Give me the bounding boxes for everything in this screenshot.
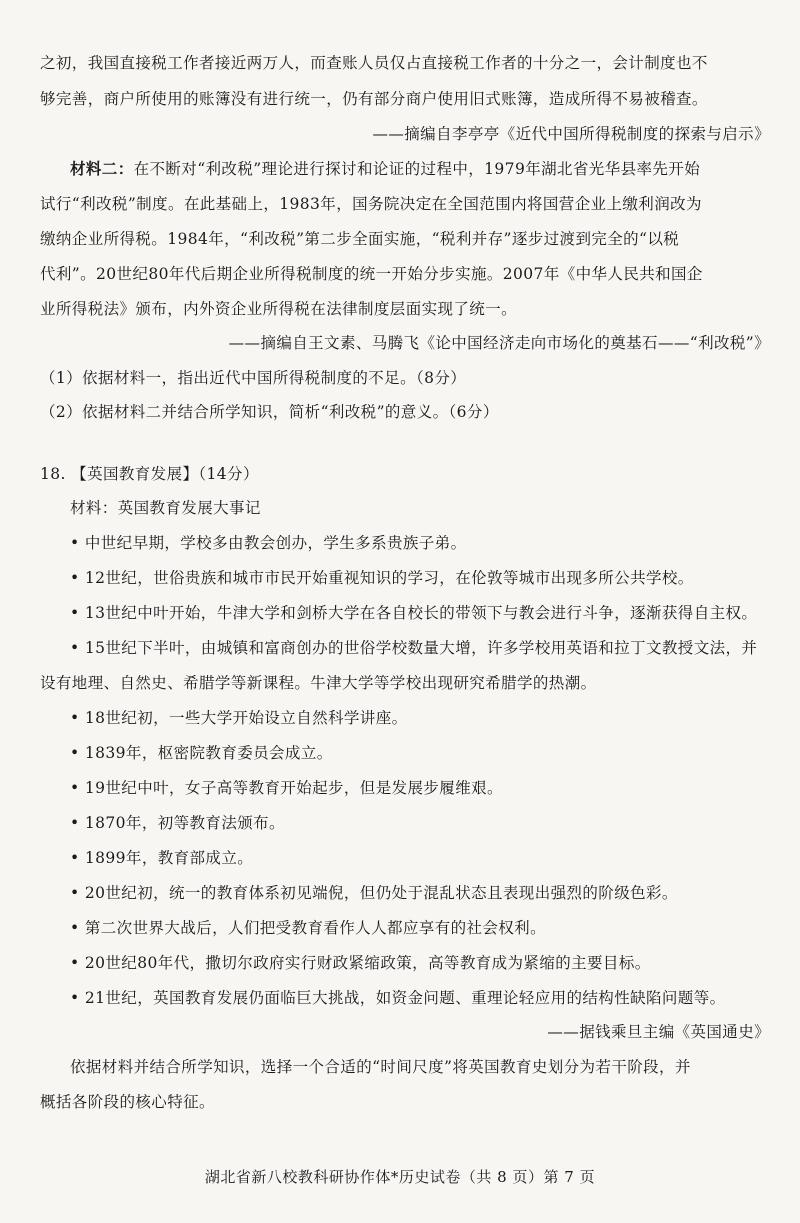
material2-line-2: 试行“利改税”制度。在此基础上，1983年，国务院决定在全国范围内将国营企业上缴利润改为: [40, 195, 702, 213]
material2-source: ——摘编自王文素、马腾飞《论中国经济走向市场化的奠基石——“利改税”》: [228, 334, 770, 352]
material2-line-4: 代利”。20世纪80年代后期企业所得税制度的统一开始分步实施。2007年《中华人民共和国企: [40, 265, 703, 283]
event-item: • 21世纪，英国教育发展仍面临巨大挑战，如资金问题、重理论轻应用的结构性缺陷问题等。: [70, 989, 726, 1007]
event-item: • 1839年，枢密院教育委员会成立。: [70, 744, 333, 762]
event-item: • 20世纪80年代，撒切尔政府实行财政紧缩政策，高等教育成为紧缩的主要目标。: [70, 954, 651, 972]
material2-line-1: [70, 158, 772, 180]
event-item: • 20世纪初，统一的教育体系初见端倪，但仍处于混乱状态且表现出强烈的阶级色彩。: [70, 884, 678, 902]
event-item: • 13世纪中叶开始，牛津大学和剑桥大学在各自校长的带领下与教会进行斗争，逐渐获得自主权。: [70, 604, 758, 622]
material2-line-5: 业所得税法》颁布，内外资企业所得税在法律制度层面实现了统一。: [40, 300, 518, 318]
event-item: • 中世纪早期，学校多由教会创办，学生多系贵族子弟。: [70, 534, 467, 552]
event-item-continuation: 设有地理、自然史、希腊学等新课程。牛津大学等学校出现研究希腊学的热潮。: [40, 674, 597, 692]
question-18-source: ——据钱乘旦主编《英国通史》: [547, 1023, 770, 1041]
question-18-material-label: 材料：英国教育发展大事记: [70, 499, 261, 517]
event-item: • 18世纪初，一些大学开始设立自然科学讲座。: [70, 709, 408, 727]
material1-line-1: 之初，我国直接税工作者接近两万人，而查账人员仅占直接税工作者的十分之一，会计制度也不: [40, 54, 708, 72]
material1-source: ——摘编自李亭亭《近代中国所得税制度的探索与启示》: [372, 125, 770, 143]
question-18-task-line-1: 依据材料并结合所学知识，选择一个合适的“时间尺度”将英国教育史划分为若干阶段，并: [70, 1058, 691, 1076]
event-item: • 12世纪，世俗贵族和城市市民开始重视知识的学习，在伦敦等城市出现多所公共学校。: [70, 569, 694, 587]
event-item: • 1870年，初等教育法颁布。: [70, 814, 285, 832]
question-17-1: （1）依据材料一，指出近代中国所得税制度的不足。（8分）: [40, 369, 467, 387]
material1-line-2: 够完善，商户所使用的账簿没有进行统一，仍有部分商户使用旧式账簿，造成所得不易被稽查。: [40, 90, 708, 108]
event-item: • 19世纪中叶，女子高等教育开始起步，但是发展步履维艰。: [70, 779, 503, 797]
event-item: • 第二次世界大战后，人们把受教育看作人人都应享有的社会权利。: [70, 919, 546, 937]
material2-line-1-text: 在不断对“利改税”理论进行探讨和论证的过程中，1979年湖北省光华县率先开始: [133, 160, 701, 178]
material2-label: 材料二：: [70, 159, 134, 178]
event-item: • 1899年，教育部成立。: [70, 849, 254, 867]
event-item: • 15世纪下半叶，由城镇和富商创办的世俗学校数量大增，许多学校用英语和拉丁文教授文法，并: [70, 639, 758, 657]
question-17-2: （2）依据材料二并结合所学知识，简析“利改税”的意义。（6分）: [40, 403, 499, 421]
page-footer: 湖北省新八校教科研协作体*历史试卷（共 8 页）第 7 页: [204, 1168, 596, 1186]
question-18-task-line-2: 概括各阶段的核心特征。: [40, 1093, 215, 1111]
material2-line-3: 缴纳企业所得税。1984年，“利改税”第二步全面实施，“税利并存”逐步过渡到完全的“以税: [40, 230, 680, 248]
question-18-header: 18. 【英国教育发展】（14分）: [40, 465, 259, 483]
